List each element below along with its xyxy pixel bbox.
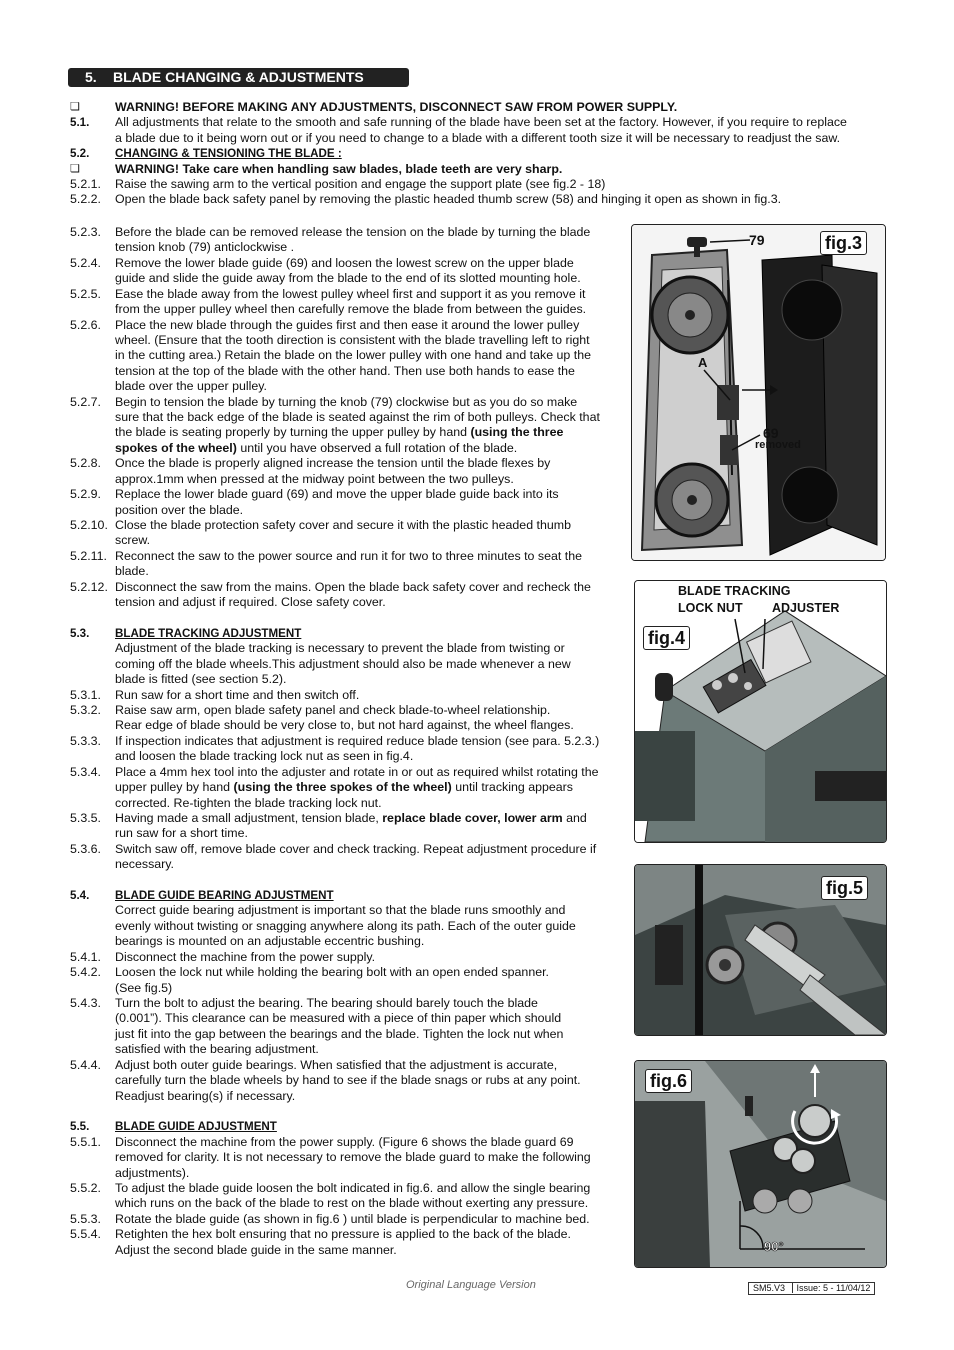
- line-label: 5.3.: [70, 627, 90, 640]
- line-text: Place the new blade through the guides first and then ease it around the lower pulley: [115, 318, 580, 332]
- line-text: tension at the top of the blade with the other hand. Then use both hands to ease the: [115, 364, 575, 378]
- line-text: corrected. Re-tighten the blade tracking lock nut.: [115, 796, 382, 810]
- line-label: 5.3.2.: [70, 703, 102, 717]
- section-header: [68, 68, 409, 87]
- line-text: Correct guide bearing adjustment is important so that the blade runs smoothly and: [115, 903, 566, 917]
- line-text: WARNING! Take care when handling saw blades, blade teeth are very sharp.: [115, 162, 563, 176]
- line-text: screw.: [115, 533, 151, 547]
- line-label: 5.2.2.: [70, 192, 102, 206]
- line-text: the blade is seating properly by turning the upper pulley by hand: [115, 425, 471, 439]
- line-text: Having made a small adjustment, tension blade,: [115, 811, 383, 825]
- line-text: (0.001”). This clearance can be measured with a piece of thin paper which should: [115, 1011, 562, 1025]
- line-label: 5.3.6.: [70, 842, 102, 856]
- line-label: 5.2.5.: [70, 287, 102, 301]
- line-text: satisfied with the bearing adjustment.: [115, 1042, 319, 1056]
- line-text: blade is fitted (see section 5.2).: [115, 672, 287, 686]
- line-text: evenly without twisting or snagging anywhere along its path. Each of the outer guide: [115, 919, 576, 933]
- fig4-tag: fig.4: [643, 626, 690, 650]
- line-text: Readjust bearing(s) if necessary.: [115, 1089, 296, 1103]
- figure-6: [634, 1060, 887, 1268]
- line-tail: until you have observed a full rotation of the blade.: [236, 441, 518, 455]
- fig6-tag: fig.6: [645, 1069, 692, 1093]
- line-text: Adjust the second blade guide in the same manner.: [115, 1243, 397, 1257]
- fig3-illustration: [632, 225, 885, 560]
- line-label: 5.5.4.: [70, 1227, 102, 1241]
- footer-language: Original Language Version: [406, 1279, 536, 1291]
- line-label: 5.2.10.: [70, 518, 108, 532]
- line-text: sure that the back edge of the blade is seated against the rim of both pulleys. Check that: [115, 410, 600, 424]
- line-label: 5.2.12.: [70, 580, 108, 594]
- line-text: Adjust both outer guide bearings. When satisfied that the adjustment is accurate,: [115, 1058, 558, 1072]
- line-text: Before the blade can be removed release the tension on the blade by turning the blade: [115, 225, 591, 239]
- line-label: 5.5.: [70, 1120, 90, 1133]
- fig3-callout-removed: removed: [755, 439, 801, 451]
- bold-phrase: (using the three: [470, 425, 564, 439]
- line-label: 5.2.4.: [70, 256, 102, 270]
- line-text: To adjust the blade guide loosen the bolt indicated in fig.6. and allow the single bearing: [115, 1181, 591, 1195]
- fig5-tag: fig.5: [821, 876, 868, 900]
- bold-phrase: (using the three spokes of the wheel): [233, 780, 452, 794]
- line-text: Place a 4mm hex tool into the adjuster and rotate in or out as required whilst rotating the: [115, 765, 599, 779]
- line-label: 5.2.8.: [70, 456, 102, 470]
- line-text: Replace the lower blade guard (69) and move the upper blade guide back into its: [115, 487, 559, 501]
- line-text: Disconnect the saw from the mains. Open the blade back safety cover and recheck the: [115, 580, 591, 594]
- line-label: ❏: [70, 101, 80, 113]
- line-text: Rotate the blade guide (as shown in fig.6 ) until blade is perpendicular to machine bed.: [115, 1212, 590, 1226]
- line-text: Retighten the hex bolt ensuring that no pressure is applied to the back of the blade.: [115, 1227, 572, 1241]
- line-label: 5.4.3.: [70, 996, 102, 1010]
- line-text: approx.1mm when pressed at the midway point between the two pulleys.: [115, 472, 514, 486]
- line-text: Adjustment of the blade tracking is necessary to prevent the blade from twisting or: [115, 641, 565, 655]
- footer-issue: Issue: 5 - 11/04/12: [796, 1283, 871, 1293]
- line-label: 5.2.1.: [70, 177, 102, 191]
- line-text: and loosen the blade tracking lock nut as seen in fig.4.: [115, 749, 414, 763]
- line-text: (See fig.5): [115, 981, 173, 995]
- line-text: position over the blade.: [115, 503, 244, 517]
- line-label: 5.4.1.: [70, 950, 102, 964]
- line-text: Run saw for a short time and then switch off.: [115, 688, 360, 702]
- line-text: If inspection indicates that adjustment is required reduce blade tension (see para. 5.2.3.): [115, 734, 600, 748]
- line-text: Switch saw off, remove blade cover and check tracking. Repeat adjustment procedure if: [115, 842, 597, 856]
- line-label: 5.5.2.: [70, 1181, 102, 1195]
- line-text: blade.: [115, 564, 149, 578]
- figure-3: [631, 224, 886, 561]
- line-text: a blade due to it being worn out or if you need to change to a blade with a different tooth size it will be necessary to readjust the saw.: [115, 131, 841, 145]
- line-label: 5.5.1.: [70, 1135, 102, 1149]
- line-text: Loosen the lock nut while holding the bearing bolt with an open ended spanner.: [115, 965, 549, 979]
- section-number: 5.: [85, 69, 97, 85]
- line-text: Begin to tension the blade by turning the knob (79) clockwise but as you do so make: [115, 395, 578, 409]
- line-text: upper pulley by hand: [115, 780, 234, 794]
- fig4-lock-nut: LOCK NUT: [678, 601, 743, 615]
- line-text: removed for clarity. It is not necessary to remove the blade guard to make the following: [115, 1150, 591, 1164]
- line-text: Disconnect the machine from the power supply. (Figure 6 shows the blade guard 69: [115, 1135, 574, 1149]
- line-text: in the cutting area.) Retain the blade on the lower pulley with one hand and take up the: [115, 348, 591, 362]
- line-label: 5.2.7.: [70, 395, 102, 409]
- line-text: guide and slide the guide away from the blade to the end of its slotted mounting hole.: [115, 271, 581, 285]
- fig6-angle: 90°: [764, 1239, 784, 1254]
- line-label: 5.4.2.: [70, 965, 102, 979]
- line-text: Once the blade is properly aligned increase the tension until the blade flexes by: [115, 456, 551, 470]
- line-label: 5.2.6.: [70, 318, 102, 332]
- fig3-tag: fig.3: [820, 231, 867, 255]
- line-text: carefully turn the blade wheels by hand to see if the blade snags or rubs at any point.: [115, 1073, 581, 1087]
- line-text: blade over the upper pulley.: [115, 379, 268, 393]
- figure-4: [634, 580, 887, 843]
- fig3-callout-a: A: [698, 355, 708, 370]
- line-label: 5.3.5.: [70, 811, 102, 825]
- line-text: bearings is mounted on an adjustable eccentric bushing.: [115, 934, 425, 948]
- line-label: 5.1.: [70, 116, 90, 129]
- line-label: 5.2.9.: [70, 487, 102, 501]
- fig4-title: BLADE TRACKING: [678, 584, 791, 598]
- line-text: Reconnect the saw to the power source and run it for two to three minutes to seat the: [115, 549, 582, 563]
- line-label: 5.3.3.: [70, 734, 102, 748]
- fig4-adjuster: ADJUSTER: [772, 601, 840, 615]
- line-text: coming off the blade wheels.This adjustment should also be made whenever a new: [115, 657, 571, 671]
- line-label: 5.4.4.: [70, 1058, 102, 1072]
- line-text: Raise saw arm, open blade safety panel and check blade-to-wheel relationship.: [115, 703, 551, 717]
- bold-phrase: spokes of the wheel): [115, 441, 237, 455]
- line-text: BLADE GUIDE BEARING ADJUSTMENT: [115, 889, 334, 902]
- line-tail: and: [562, 811, 587, 825]
- line-text: All adjustments that relate to the smooth and safe running of the blade have been set at the factory. However, if you require to replace: [115, 115, 847, 129]
- line-label: 5.2.: [70, 147, 90, 160]
- line-tail: until tracking appears: [451, 780, 573, 794]
- line-text: tension and adjust if required. Close safety cover.: [115, 595, 386, 609]
- footer-reference: [748, 1282, 875, 1295]
- line-label: 5.5.3.: [70, 1212, 102, 1226]
- figure-5: [634, 864, 887, 1036]
- bold-phrase: replace blade cover, lower arm: [382, 811, 563, 825]
- line-text: wheel. (Ensure that the tooth direction is consistent with the blade travelling left to right: [115, 333, 590, 347]
- line-text: which runs on the back of the blade to rest on the blade without exerting any pressure.: [115, 1196, 589, 1210]
- footer-model: SM5.V3: [753, 1283, 786, 1293]
- line-text: adjustments).: [115, 1166, 190, 1180]
- line-text: from the upper pulley wheel then carefully remove the blade from between the guides.: [115, 302, 587, 316]
- section-title: BLADE CHANGING & ADJUSTMENTS: [113, 69, 364, 85]
- line-label: 5.3.4.: [70, 765, 102, 779]
- line-text: tension knob (79) anticlockwise .: [115, 240, 295, 254]
- line-text: Rear edge of blade should be very close to, but not hard against, the wheel flanges.: [115, 718, 574, 732]
- line-text: WARNING! BEFORE MAKING ANY ADJUSTMENTS, DISCONNECT SAW FROM POWER SUPPLY.: [115, 100, 678, 114]
- line-text: Ease the blade away from the lowest pulley wheel first and support it as you remove it: [115, 287, 586, 301]
- line-label: 5.2.3.: [70, 225, 102, 239]
- line-text: just fit into the gap between the bearings and the blade. Tighten the lock nut when: [115, 1027, 564, 1041]
- fig3-callout-79: 79: [749, 232, 765, 248]
- line-text: Open the blade back safety panel by removing the plastic headed thumb screw (58) and hinging it open as shown in fig.3.: [115, 192, 782, 206]
- fig4-illustration: [635, 581, 886, 842]
- line-text: Disconnect the machine from the power supply.: [115, 950, 376, 964]
- line-label: 5.2.11.: [70, 549, 107, 563]
- line-text: necessary.: [115, 857, 174, 871]
- line-text: Remove the lower blade guide (69) and loosen the lowest screw on the upper blade: [115, 256, 574, 270]
- line-text: BLADE GUIDE ADJUSTMENT: [115, 1120, 277, 1133]
- line-label: 5.4.: [70, 889, 90, 902]
- line-label: ❏: [70, 163, 80, 175]
- line-text: CHANGING & TENSIONING THE BLADE :: [115, 147, 342, 160]
- line-text: Turn the bolt to adjust the bearing. The bearing should barely touch the blade: [115, 996, 538, 1010]
- line-label: 5.3.1.: [70, 688, 102, 702]
- line-text: run saw for a short time.: [115, 826, 248, 840]
- fig3-callout-69: 69: [763, 425, 779, 441]
- line-text: Close the blade protection safety cover and secure it with the plastic headed thumb: [115, 518, 571, 532]
- line-text: BLADE TRACKING ADJUSTMENT: [115, 627, 302, 640]
- line-text: Raise the sawing arm to the vertical position and engage the support plate (see fig.2 - 18): [115, 177, 606, 191]
